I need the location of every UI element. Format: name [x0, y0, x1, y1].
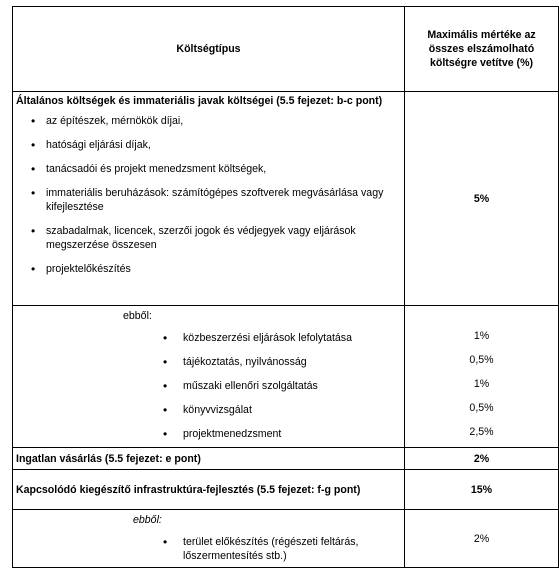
- header-row: [13, 7, 559, 92]
- section3-sub-value: 2%: [405, 510, 559, 568]
- section3-value: 15%: [405, 470, 559, 510]
- header-max-rate: Maximális mértéke az összes elszámolható költségre vetítve (%): [405, 7, 559, 92]
- value-cell: 2,5%: [469, 426, 494, 438]
- list-item: • szabadalmak, licencek, szerzői jogok és védjegyek vagy eljárások megszerzése összesen: [16, 224, 401, 252]
- section1-value: 5%: [405, 92, 559, 306]
- section2-title: Ingatlan vásárlás (5.5 fejezet: e pont): [13, 448, 405, 470]
- section3-sub-row: [13, 510, 559, 568]
- value-cell: 0,5%: [469, 354, 494, 366]
- section2-value: 2%: [405, 448, 559, 470]
- list-item: • tanácsadói és projekt menedzsment költségek,: [16, 162, 401, 176]
- value-cell: 0,5%: [469, 402, 494, 414]
- list-item: • projektelőkészítés: [16, 262, 401, 276]
- section3-sub-list: [13, 535, 404, 563]
- list-item: • műszaki ellenőri szolgáltatás: [13, 379, 404, 403]
- list-item: • az építészek, mérnökök díjai,: [16, 114, 401, 128]
- list-item: • közbeszerzési eljárások lefolytatása: [13, 331, 404, 355]
- ebbol-label: ebből:: [133, 514, 162, 526]
- value-cell: 1%: [473, 330, 490, 342]
- section3-title: Kapcsolódó kiegészítő infrastruktúra-fejlesztés (5.5 fejezet: f-g pont): [13, 470, 405, 510]
- list-item: • terület előkészítés (régészeti feltárás, lőszermentesítés stb.): [13, 535, 404, 563]
- section1-sub-values: [405, 306, 559, 448]
- section3-sub-cell: [13, 510, 405, 568]
- section1-list: [16, 114, 401, 276]
- section1-row: [13, 92, 559, 306]
- section1-sub-list: [13, 331, 404, 447]
- list-item: • könyvvizsgálat: [13, 403, 404, 427]
- ebbol-label: ebből:: [123, 310, 152, 322]
- list-item: • projektmenedzsment: [13, 427, 404, 447]
- section1-cell: [13, 92, 405, 306]
- section2-row: [13, 448, 559, 470]
- section1-sub-cell: [13, 306, 405, 448]
- list-item: • tájékoztatás, nyilvánosság: [13, 355, 404, 379]
- value-cell: 1%: [473, 378, 490, 390]
- list-item: • immateriális beruházások: számítógépes szoftverek megvásárlása vagy kifejlesztése: [16, 186, 401, 214]
- section3-row: [13, 470, 559, 510]
- header-cost-type: Költségtípus: [13, 7, 405, 92]
- section1-sub-row: [13, 306, 559, 448]
- list-item: • hatósági eljárási díjak,: [16, 138, 401, 152]
- section1-title: Általános költségek és immateriális javak költségei (5.5 fejezet: b-c pont): [16, 95, 383, 107]
- cost-table: [12, 6, 559, 568]
